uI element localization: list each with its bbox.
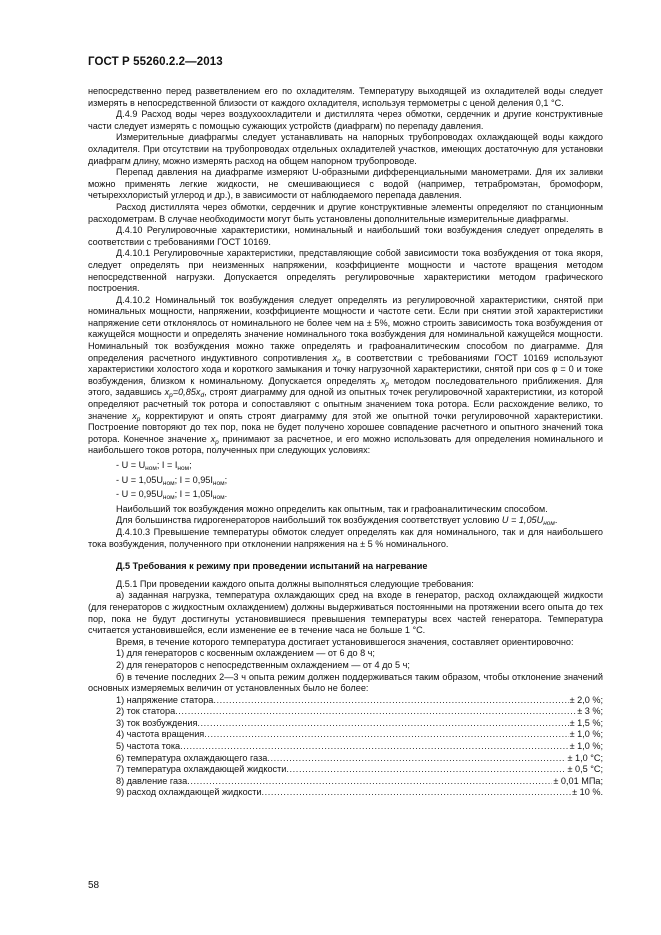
tolerance-row: 6) температура охлаждающего газа ..... ± 1,0 °С; [88,753,603,765]
formula-xp-xd: $x_p=0,85x_d$ [164,387,205,400]
section-heading: Д.5 Требования к режиму при проведении испытаний на нагревание [116,561,428,572]
paragraph: Перепад давления на диафрагме измеряют U-образными дифференциальными манометрами. Для их заливки можно применять легкие жидкости, не смешивающиеся с водой (например, тетрабромэтан, бромоформ, четыреххлористый углерод и др.), в зависимости от наблюдаемого перепада давления. [88,167,603,201]
tolerance-row: 8) давление газа ..... ± 0,01 МПа; [88,776,603,788]
paragraph: б) в течение последних 2—3 ч опыта режим должен поддерживаться таким образом, чтобы отклонение значений основных измеряемых величин от установленных было не более: [88,671,603,694]
condition-item: - $U = 1,05U_{ном}$; $I = 0,95I_{ном}$; [116,474,228,487]
paragraph: 2) для генераторов с непосредственным охлаждением — от 4 до 5 ч; [116,659,410,670]
symbol-xp: $x_p$ [332,352,341,365]
paragraph: Время, в течение которого температура достигает установившегося значения, составляет ориентировочно: [116,636,574,647]
tolerance-row: 5) частота тока ..... ± 1,0 %; [88,741,603,753]
standard-header: ГОСТ Р 55260.2.2—2013 [88,56,223,68]
paragraph: непосредственно перед разветвлением его по охладителям. Температуру выходящей из охладителей воды следует измерять в непосредственной близости от каждого охладителя, используя термометры с ценой деления 0,1 °С. [88,86,603,108]
paragraph: Д.4.9 Расход воды через воздухоохладители и дистиллята через обмотки, сердечник и другие конструктивные части следует измерять с помощью сужающих устройств (диафрагм) по перепаду давления. [88,109,603,131]
paragraph: Д.5.1 При проведении каждого опыта должны выполняться следующие требования: [116,578,474,589]
tolerance-row: 4) частота вращения ..... ± 1,0 %; [88,729,603,741]
paragraph: Д.4.10.3 Превышение температуры обмоток следует определять как для номинального, так и для наибольшего тока возбуждения, полученного при отклонении напряжения на ± 5 % номинального. [88,526,603,549]
tolerance-row: 3) ток возбуждения ..... ± 1,5 %; [88,718,603,730]
paragraph: а) заданная нагрузка, температура охлаждающих сред на входе в генератор, расход охлаждающей жидкости (для генераторов с жидкостным охлаждением) должны выдерживаться постоянными на протяжении всего опыта до тех пор, пока не будут достигнуты установившиеся превышения температуры всех частей генератора. Температура считается установившейся, если изменение ее в течение часа не больше 1 °С. [88,590,603,636]
paragraph: Наибольший ток возбуждения можно определить как опытным, так и графоаналитическим способом. [116,503,548,514]
paragraph-d4102: Д.4.10.2 Номинальный ток возбуждения следует определять из регулировочной характеристики, снятой при номинальных мощности, напряжении, коэффициенте мощности и частоте сети. Если при снятии этой характеристики напряжение сети отклонялось от номинального не более чем на ± 5%, можно строить зависимость тока возбуждения от кажущейся мощности и определять значение номинального тока возбуждения для номинальной кажущейся мощности. Номинальный ток возбуждения можно также определять и графоаналитическим способом по диаграмме. Для определения расчетного индуктивного сопротивления $x_p$ в соответствии с требованиями ГОСТ 10169 используют характеристики холостого хода и короткого замыкания и точку нагрузочной характеристики, снятой при cos φ = 0 и токе возбуждения, близком к номинальному. Допускается определять $x_p$ методом последовательного приближения. Для этого, задавшись $x_p=0,85x_d$, строят диаграмму для одной из опытных точек регулировочной характеристики, из которой определяют расчетный ток ротора и сопоставляют с опытным значением тока ротора. Если расхождение велико, то значение $x_p$ корректируют и опять строят диаграмму для этой же опытной точки регулировочной характеристики. Построение повторяют до тех пор, пока не будет получено хорошее совпадение расчетного и опытного значений тока ротора. Конечное значение $x_p$ принимают за расчетное, и его можно использовать для определения номинального и наибольшего токов ротора, полученных при следующих условиях: [88,294,604,456]
paragraph: Расход дистиллята через обмотки, сердечник и другие конструктивные элементы определяют по станционным расходометрам. В случае необходимости могут быть установлены дополнительные измерительные диафрагмы. [88,201,603,224]
condition-item: - $U = U_{ном}$; $I = I_{ном}$; [116,460,192,472]
symbol-xp: $x_p$ [132,410,141,423]
tolerance-row: 2) ток статора ..... ± 3 %; [88,706,603,718]
document-body [88,86,603,799]
tolerance-row: 9) расход охлаждающей жидкости ..... ± 10 %. [88,787,603,799]
paragraph: Д.4.10.1 Регулировочные характеристики, представляющие собой зависимости тока возбуждения от тока якоря, следует определять при неизменных напряжении, коэффициенте мощности и частоте вращения методом непосредственной нагрузки. Допускается определять регулировочные характеристики методом графического построения. [88,248,603,294]
symbol-xp: $x_p$ [380,375,389,388]
tolerance-row: 1) напряжение статора ..... ± 2,0 %; [88,695,603,707]
condition-item: - $U = 0,95U_{ном}$; $I = 1,05I_{ном}$. [116,489,228,502]
paragraph: Измерительные диафрагмы следует устанавливать на напорных трубопроводах охлаждающей воды каждого охладителя. При отсутствии на трубопроводах отдельных охладителей участков, имеющих достаточную для установки диафрагм длину, можно измерять расход на общем напорном трубопроводе. [88,132,603,166]
paragraph: Д.4.10 Регулировочные характеристики, номинальный и наибольший токи возбуждения следует определять в соответствии с требованиями ГОСТ 10169. [88,225,603,247]
symbol-xp: $x_p$ [210,433,219,446]
paragraph: 1) для генераторов с косвенным охлаждением — от 6 до 8 ч; [116,648,375,659]
paragraph: Для большинства гидрогенераторов наибольший ток возбуждения соответствует условию $U = 1,05U_{ном}$. [116,515,558,528]
page-number: 58 [88,880,100,891]
tolerance-list [88,695,603,799]
tolerance-row: 7) температура охлаждающей жидкости ..... ± 0,5 °С; [88,764,603,776]
